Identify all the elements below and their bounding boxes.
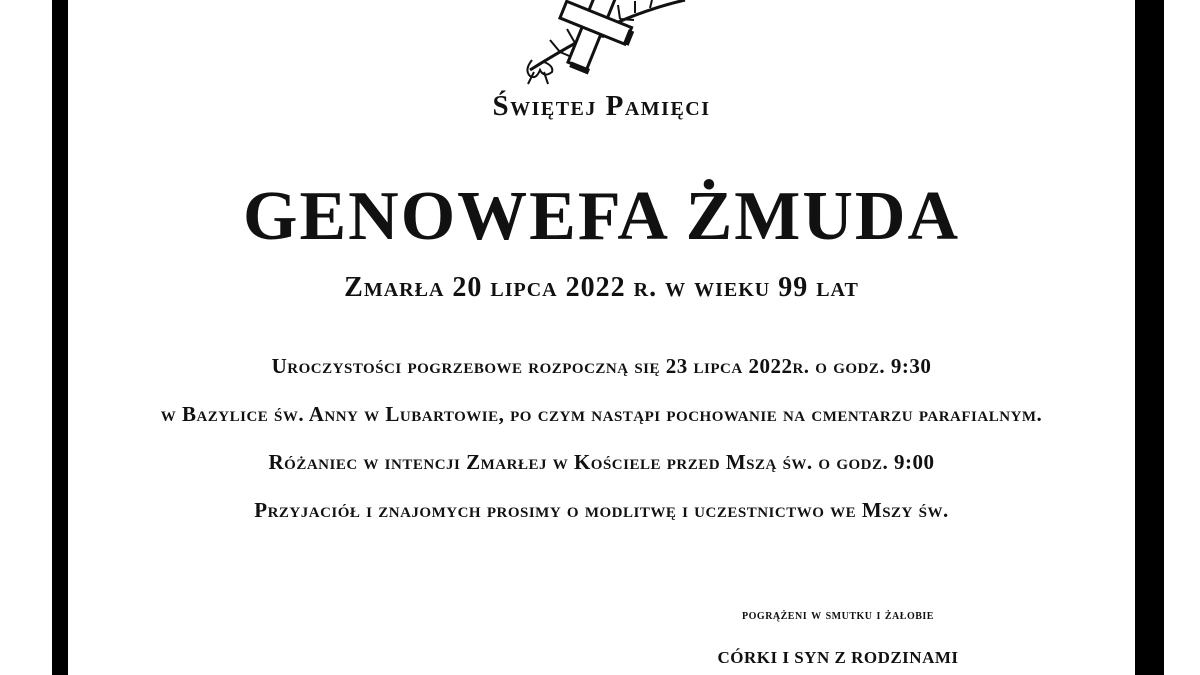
deceased-name: GENOWEFA ŻMUDA	[243, 178, 960, 255]
right-margin	[1164, 0, 1200, 675]
left-margin	[0, 0, 52, 675]
cross-with-palm-icon	[500, 0, 690, 86]
death-info: Zmarła 20 lipca 2022 r. w wieku 99 lat	[344, 272, 859, 303]
obituary-sheet	[68, 0, 1135, 675]
mourners-names: CÓRKI I SYN Z RODZINAMI	[717, 648, 959, 667]
invitation-line: Przyjaciół i znajomych prosimy o modlitwę i uczestnictwo we Mszy św.	[254, 498, 949, 522]
funeral-line-1: Uroczystości pogrzebowe rozpoczną się 23 lipca 2022r. o godz. 9:30	[271, 354, 932, 378]
mourners-intro: pogrążeni w smutku i żałobie	[742, 608, 934, 623]
funeral-line-2: w Bazylice św. Anny w Lubartowie, po czym nastąpi pochowanie na cmentarzu parafialnym.	[160, 402, 1043, 426]
rosary-line: Różaniec w intencji Zmarłej w Kościele przed Mszą św. o godz. 9:00	[268, 450, 935, 474]
memory-heading: Świętej Pamięci	[492, 90, 711, 122]
